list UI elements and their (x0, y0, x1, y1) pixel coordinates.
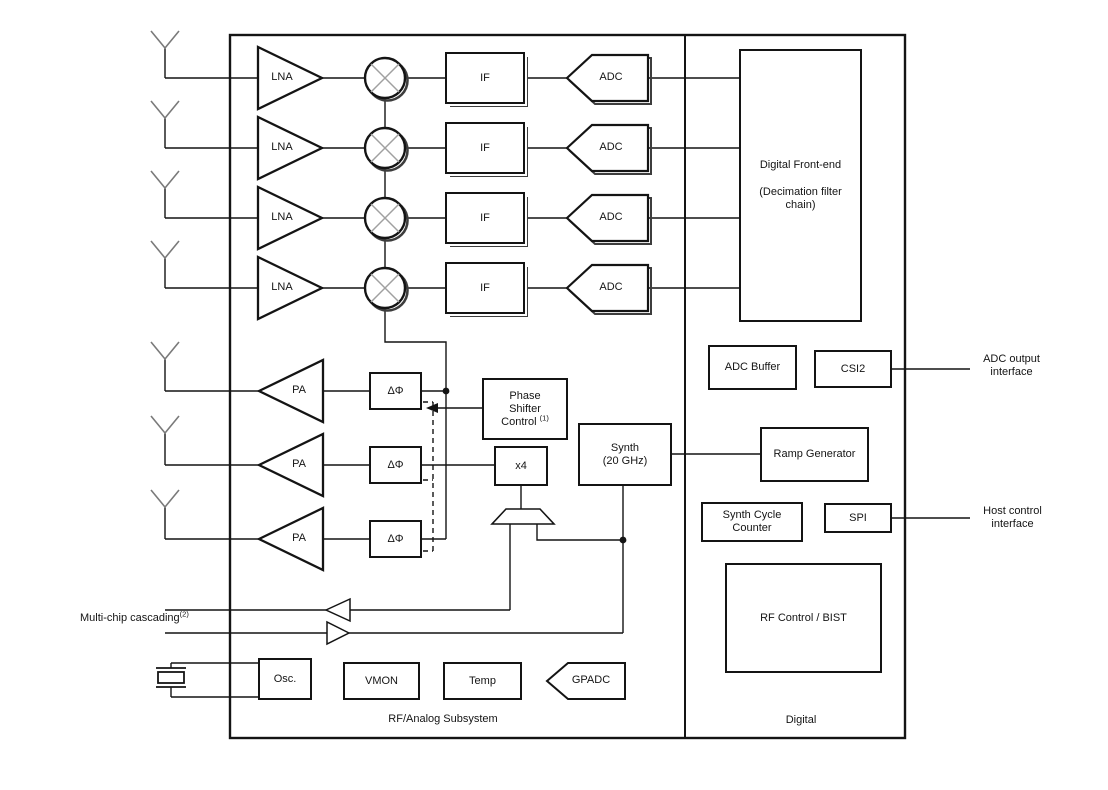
junction-dot (443, 388, 450, 395)
pa-label: PA (292, 384, 306, 396)
if-label: IF (480, 281, 490, 294)
phase-shifter-block-1 (369, 372, 422, 410)
pa-label: PA (292, 458, 306, 470)
lo-mux-trapezoid-icon (492, 509, 554, 524)
rx-antenna-icon (151, 241, 179, 258)
if-block-4 (445, 262, 525, 314)
phase-shifter-label: ΔΦ (387, 384, 404, 397)
if-label: IF (480, 141, 490, 154)
adc-label: ADC (599, 141, 623, 153)
psc-footnote: (1) (539, 412, 549, 422)
rx-antenna-icon (151, 31, 179, 48)
psc-line3: Control $^{(1)}$ (501, 412, 549, 428)
temp-label: Temp (469, 674, 496, 687)
x4-multiplier-block (494, 446, 548, 486)
if-block-3 (445, 192, 525, 244)
phase-shifter-block-3 (369, 520, 422, 558)
lna-label: LNA (271, 71, 293, 83)
ramp-generator-label: Ramp Generator (773, 448, 856, 460)
gpadc-label: GPADC (571, 674, 611, 686)
digital-section-label: Digital (785, 714, 817, 726)
if-label: IF (480, 71, 490, 84)
osc-block (258, 658, 312, 700)
scc-line1: Synth Cycle (722, 509, 782, 521)
adc-blocks (567, 55, 651, 314)
crystal-icon (156, 668, 186, 687)
digital-front-end-block (739, 49, 862, 322)
cascade-out-buffer-icon (326, 599, 350, 621)
vmon-block (343, 662, 420, 700)
scc-line2: Counter (732, 522, 772, 534)
mixer-icon (365, 128, 408, 171)
if-block-2 (445, 122, 525, 174)
if-label: IF (480, 211, 490, 224)
interface-wires (892, 369, 970, 518)
vmon-label: VMON (365, 674, 398, 687)
osc-label: Osc. (273, 672, 297, 685)
junction-dot (620, 537, 627, 544)
phase-shifter-label: ΔΦ (387, 458, 404, 471)
psc-line2: Shifter (509, 402, 541, 415)
synth-line2: (20 GHz) (602, 454, 648, 467)
adc-buffer-label: ADC Buffer (724, 361, 781, 373)
psc-line1: Phase (509, 389, 541, 402)
mixers (365, 58, 408, 311)
rx-row-wires (165, 78, 740, 288)
lna-amplifiers (258, 47, 322, 319)
adc-label: ADC (599, 281, 623, 293)
rx-antenna-icon (151, 171, 179, 188)
ramp-generator-block (760, 427, 869, 482)
csi2-label: CSI2 (840, 362, 866, 375)
lna-label: LNA (271, 141, 293, 153)
temp-block (443, 662, 522, 700)
rf-analog-section-label: RF/Analog Subsystem (388, 713, 498, 725)
synth-block (578, 423, 672, 486)
spi-block (824, 503, 892, 533)
rf-control-bist-label: RF Control / BIST (760, 611, 847, 624)
lna-label: LNA (271, 281, 293, 293)
tx-antenna-icon (151, 342, 179, 359)
dfe-sub2: chain) (785, 199, 816, 211)
x4-label: x4 (515, 459, 527, 472)
rx-antenna-icon (151, 101, 179, 118)
dfe-title: Digital Front-end (759, 159, 842, 171)
dfe-sub1: (Decimation filter (759, 186, 842, 198)
lna-label: LNA (271, 211, 293, 223)
mixer-icon (365, 268, 408, 311)
pa-label: PA (292, 532, 306, 544)
rf-control-bist-block (725, 563, 882, 673)
csi2-block (814, 350, 892, 388)
phase-shifter-block-2 (369, 446, 422, 484)
tx-antenna-icon (151, 490, 179, 507)
phase-shifter-label: ΔΦ (387, 532, 404, 545)
mixer-icon (365, 58, 408, 101)
phase-shifter-control-block (482, 378, 568, 440)
host-control-interface-label: Host control interface (983, 505, 1042, 530)
multichip-footnote: (2) (179, 609, 189, 619)
phase-control-dashed-line (423, 402, 433, 551)
mixer-icon (365, 198, 408, 241)
synth-cycle-counter-block (701, 502, 803, 542)
adc-label: ADC (599, 211, 623, 223)
cascade-in-buffer-icon (327, 622, 349, 644)
adc-buffer-block (708, 345, 797, 390)
spi-label: SPI (849, 511, 867, 524)
synth-line1: Synth (610, 441, 640, 454)
if-block-1 (445, 52, 525, 104)
adc-label: ADC (599, 71, 623, 83)
cascading-wires (165, 610, 623, 633)
psc-arrowhead-icon (426, 403, 438, 413)
multichip-cascading-label: Multi-chip cascading$^{(2)}$ (80, 609, 189, 624)
adc-output-interface-label: ADC output interface (983, 353, 1040, 378)
tx-antenna-icon (151, 416, 179, 433)
